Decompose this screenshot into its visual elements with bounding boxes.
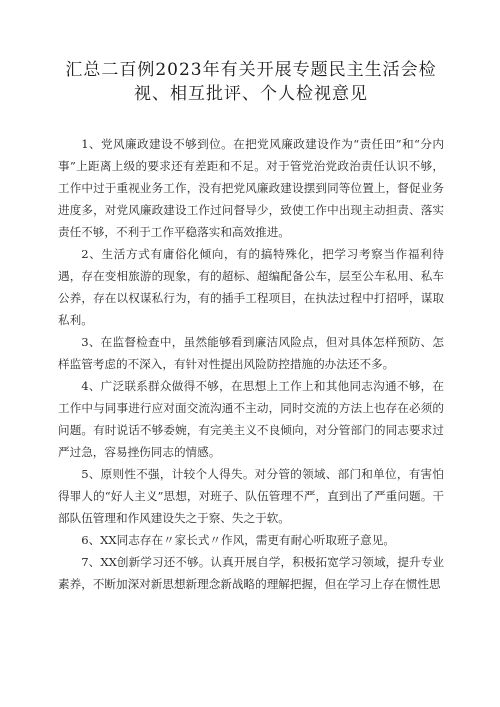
- paragraph-6: 6、XX同志存在〃家长式〃作风，需更有耐心听取班子意见。: [81, 533, 395, 547]
- title-line-2: 视、相互批评、个人检视意见: [134, 84, 368, 104]
- paragraph-7: 7、XX创新学习还不够。认真开展自学，积极拓宽学习领域，提升专业素养，不断加深对新思想新理念新战略的理解把握，但在学习上存在惯性思: [58, 555, 444, 591]
- paragraph-5: 5、原则性不强，计较个人得失。对分管的领域、部门和单位，有害怕得罪人的“好人主义”思想，对班子、队伍管理不严，直到出了严重问题。干部队伍管理和作风建设失之于察、失之于软。: [58, 467, 444, 525]
- document-body: [58, 133, 444, 595]
- paragraph-4: 4、广泛联系群众做得不够，在思想上工作上和其他同志沟通不够，在工作中与同事进行应对面交流沟通不主动，同时交流的方法上也存在必须的问题。有时说话不够委婉，有完美主义不良倾向，对分管部门的同志要求过严过急，容易挫伤同志的情感。: [58, 379, 444, 459]
- paragraph-1: 1、党风廉政建设不够到位。在把党风廉政建设作为“责任田”和“分内事”上距离上级的要求还有差距和不足。对于管党治党政治责任认识不够，工作中过于重视业务工作，没有把党风廉政建设摆到同等位置上，督促业务进度多，对党风廉政建设工作过问督导少，致使工作中出现主动担责、落实责任不够，不利于工作平稳落实和高效推进。: [58, 137, 444, 239]
- document-title: [58, 58, 444, 106]
- paragraph-3: 3、在监督检查中，虽然能够看到廉洁风险点，但对具体怎样预防、怎样监管考虑的不深入，有针对性提出风险防控措施的办法还不多。: [58, 335, 444, 371]
- paragraph-2: 2、生活方式有庸俗化倾向，有的搞特殊化，把学习考察当作福利待遇，存在变相旅游的现象，有的超标、超编配备公车，层至公车私用、私车公养，存在以权谋私行为，有的插手工程项目，在执法过程中打招呼，谋取私利。: [58, 247, 444, 327]
- title-line-1: 汇总二百例2023年有关开展专题民主生活会检: [65, 60, 437, 80]
